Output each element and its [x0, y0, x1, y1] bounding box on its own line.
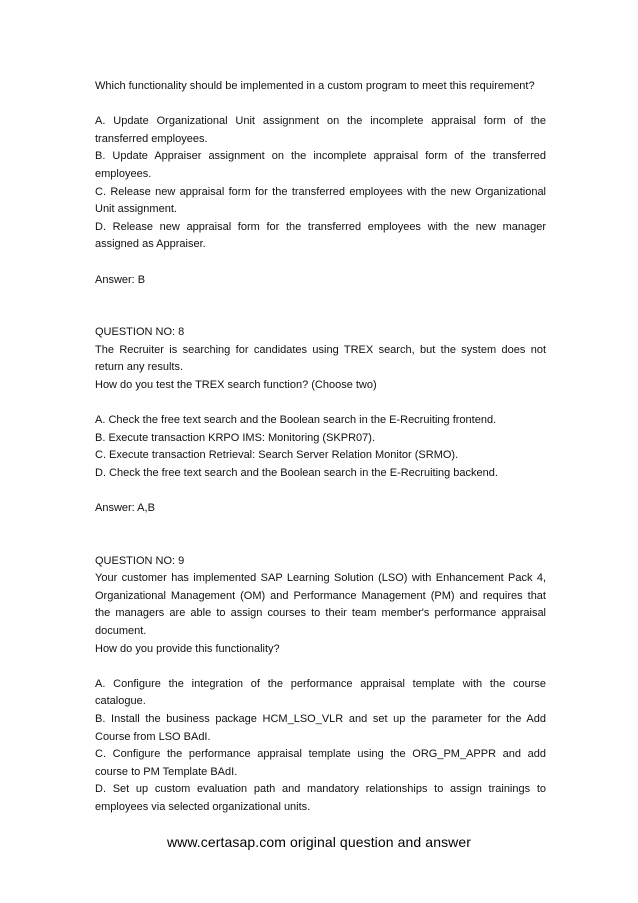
q8-option-c: C. Execute transaction Retrieval: Search Server Relation Monitor (SRMO).: [95, 449, 459, 462]
spacer: [95, 518, 546, 553]
q7-option-c: C. Release new appraisal form for the transferred employees with the new Organizational Unit assignment.: [95, 185, 546, 216]
q7-question: Which functionality should be implemented in a custom program to meet this requirement?: [95, 80, 535, 92]
spacer: [95, 658, 546, 676]
q8-question: How do you test the TREX search function? (Choose two): [95, 378, 377, 391]
footer-link[interactable]: www.certasap.com original question and answer: [166, 834, 472, 850]
q7-answer: Answer: B: [95, 273, 146, 286]
q9-heading: QUESTION NO: 9: [95, 554, 185, 567]
q9-question: How do you provide this functionality?: [95, 642, 280, 655]
q9-option-c: C. Configure the performance appraisal template using the ORG_PM_APPR and add course to PM Template BAdI.: [95, 748, 546, 778]
spacer: [95, 482, 546, 500]
spacer: [95, 96, 546, 114]
q8-heading: QUESTION NO: 8: [95, 326, 185, 339]
q8-text: The Recruiter is searching for candidates using TREX search, but the system does not return any results.: [95, 343, 546, 374]
q9-option-b: B. Install the business package HCM_LSO_VLR and set up the parameter for the Add Course from LSO BAdI.: [95, 713, 546, 743]
q7-option-d: D. Release new appraisal form for the transferred employees with the new manager assigned as Appraiser.: [95, 220, 546, 251]
q9-text: Your customer has implemented SAP Learning Solution (LSO) with Enhancement Pack 4, Organizational Management (OM) and Performance Management (PM) and requires that the managers are able to assign courses to their team member's performance appraisal document.: [95, 572, 546, 638]
q8-option-a: A. Check the free text search and the Boolean search in the E-Recruiting frontend.: [95, 414, 497, 427]
q8-option-b: B. Execute transaction KRPO IMS: Monitoring (SKPR07).: [95, 431, 376, 444]
spacer: [95, 254, 546, 272]
spacer: [95, 395, 546, 413]
document-body: [95, 78, 546, 817]
q9-option-d: D. Set up custom evaluation path and mandatory relationships to assign trainings to employees via selected organizational units.: [95, 783, 546, 813]
q9-option-a: A. Configure the integration of the performance appraisal template with the course catalogue.: [95, 677, 546, 708]
q8-answer: Answer: A,B: [95, 502, 155, 515]
q8-option-d: D. Check the free text search and the Boolean search in the E-Recruiting backend.: [95, 466, 498, 479]
q7-option-b: B. Update Appraiser assignment on the incomplete appraisal form of the transferred employees.: [95, 150, 546, 180]
page-footer: [0, 834, 638, 850]
q7-option-a: A. Update Organizational Unit assignment on the incomplete appraisal form of the transferred employees.: [95, 115, 546, 145]
spacer: [95, 289, 546, 324]
